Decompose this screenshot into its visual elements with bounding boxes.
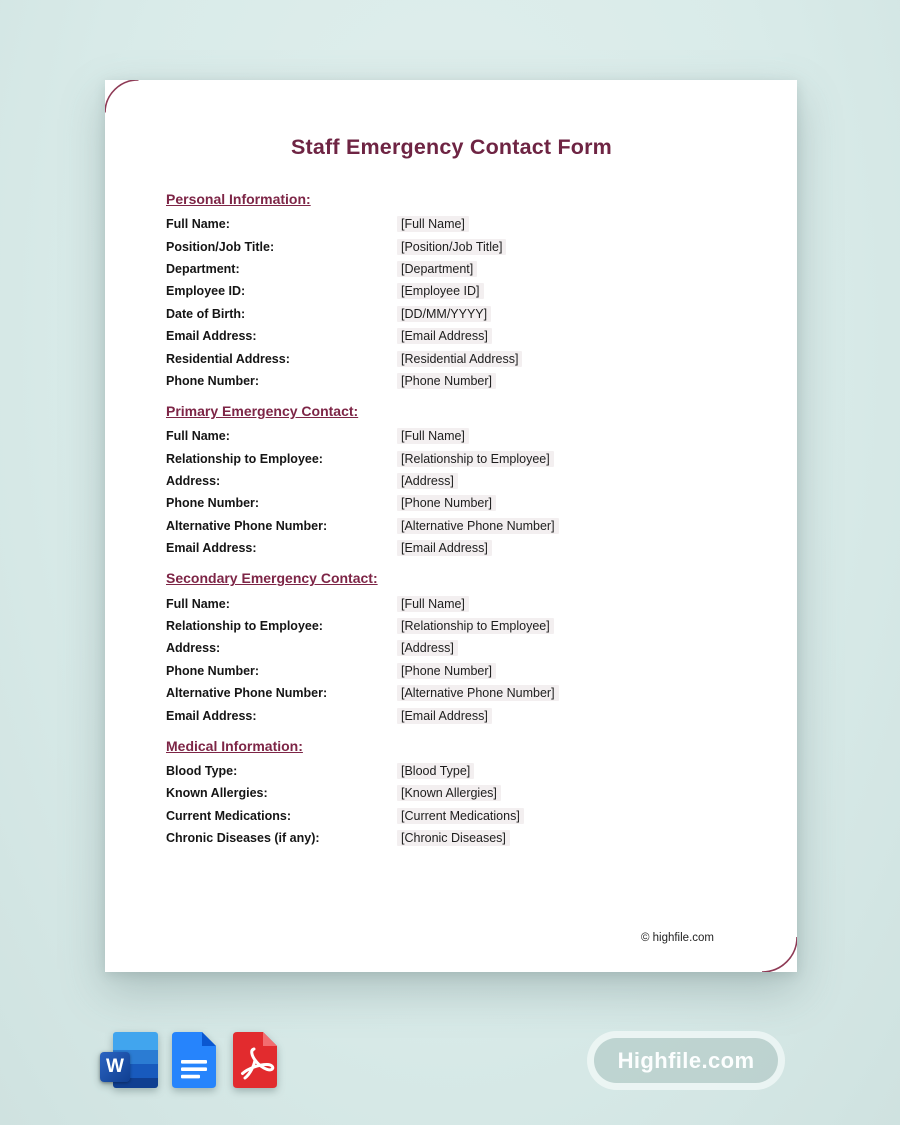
pdf-icon[interactable] bbox=[233, 1032, 277, 1088]
form-row bbox=[166, 213, 737, 235]
field-placeholder: [Known Allergies] bbox=[397, 785, 501, 801]
field-label: Phone Number: bbox=[166, 663, 260, 678]
copyright-text: © highfile.com bbox=[640, 932, 714, 944]
document-page bbox=[105, 80, 797, 972]
field-placeholder: [Alternative Phone Number] bbox=[397, 685, 559, 701]
field-placeholder: [Current Medications] bbox=[397, 808, 524, 824]
field-label: Relationship to Employee: bbox=[166, 451, 323, 466]
field-label: Chronic Diseases (if any): bbox=[166, 831, 320, 846]
section-secondary-emergency-contact bbox=[166, 569, 737, 726]
field-label: Blood Type: bbox=[166, 764, 238, 778]
field-label: Phone Number: bbox=[166, 373, 260, 388]
form-row bbox=[166, 660, 737, 682]
field-label: Email Address: bbox=[166, 708, 257, 723]
ms-word-icon[interactable] bbox=[100, 1032, 158, 1088]
field-label: Alternative Phone Number: bbox=[166, 518, 328, 533]
field-placeholder: [Relationship to Employee] bbox=[397, 451, 554, 467]
form-row bbox=[166, 258, 737, 280]
field-label: Address: bbox=[166, 641, 221, 656]
field-label: Address: bbox=[166, 474, 221, 489]
form-row bbox=[166, 827, 737, 849]
form-row bbox=[166, 325, 737, 347]
form-row bbox=[166, 235, 737, 257]
field-placeholder: [Phone Number] bbox=[397, 495, 496, 511]
field-placeholder: [Alternative Phone Number] bbox=[397, 518, 559, 534]
field-label: Full Name: bbox=[166, 596, 230, 611]
field-label: Email Address: bbox=[166, 329, 257, 344]
field-placeholder: [Phone Number] bbox=[397, 373, 496, 389]
field-label: Position/Job Title: bbox=[166, 239, 275, 254]
field-label: Date of Birth: bbox=[166, 306, 246, 321]
form-row bbox=[166, 782, 737, 804]
section-heading: Personal Information: bbox=[166, 191, 311, 207]
form-row bbox=[166, 682, 737, 704]
form-row bbox=[166, 537, 737, 559]
field-label: Alternative Phone Number: bbox=[166, 686, 328, 701]
field-placeholder: [Email Address] bbox=[397, 540, 492, 556]
field-placeholder: [Department] bbox=[397, 261, 477, 277]
field-label: Email Address: bbox=[166, 541, 257, 556]
field-placeholder: [Address] bbox=[397, 473, 458, 489]
google-docs-icon[interactable] bbox=[172, 1032, 216, 1088]
corner-arc-decoration bbox=[757, 932, 797, 972]
form-row bbox=[166, 760, 737, 782]
field-placeholder: [Email Address] bbox=[397, 328, 492, 344]
corner-arc-decoration bbox=[105, 80, 145, 120]
form-row bbox=[166, 515, 737, 537]
field-label: Relationship to Employee: bbox=[166, 619, 323, 634]
form-row bbox=[166, 303, 737, 325]
form-row bbox=[166, 805, 737, 827]
section-heading: Primary Emergency Contact: bbox=[166, 403, 359, 420]
field-label: Current Medications: bbox=[166, 808, 292, 823]
form-row bbox=[166, 425, 737, 447]
section-heading: Secondary Emergency Contact: bbox=[166, 570, 378, 587]
field-placeholder: [Blood Type] bbox=[397, 763, 474, 779]
form-row bbox=[166, 615, 737, 637]
document-body bbox=[105, 80, 797, 849]
field-placeholder: [Full Name] bbox=[397, 216, 469, 232]
form-row bbox=[166, 492, 737, 514]
field-placeholder: [Full Name] bbox=[397, 596, 469, 612]
highfile-watermark: Highfile.com bbox=[594, 1038, 778, 1083]
field-placeholder: [Email Address] bbox=[397, 708, 492, 724]
form-title: Staff Emergency Contact Form bbox=[291, 135, 612, 159]
field-label: Phone Number: bbox=[166, 496, 260, 511]
form-row bbox=[166, 592, 737, 614]
form-row bbox=[166, 470, 737, 492]
field-placeholder: [DD/MM/YYYY] bbox=[397, 306, 491, 322]
section-heading: Medical Information: bbox=[166, 737, 303, 754]
field-placeholder: [Full Name] bbox=[397, 428, 469, 444]
field-label: Residential Address: bbox=[166, 351, 290, 366]
form-row bbox=[166, 347, 737, 369]
field-placeholder: [Relationship to Employee] bbox=[397, 618, 554, 634]
form-row bbox=[166, 280, 737, 302]
form-row bbox=[166, 370, 737, 392]
word-letter-badge: W bbox=[100, 1052, 130, 1082]
field-label: Department: bbox=[166, 261, 240, 276]
section-personal-information bbox=[166, 190, 737, 392]
field-label: Known Allergies: bbox=[166, 786, 268, 801]
field-placeholder: [Chronic Diseases] bbox=[397, 830, 510, 846]
field-placeholder: [Position/Job Title] bbox=[397, 239, 506, 255]
form-row bbox=[166, 637, 737, 659]
field-label: Employee ID: bbox=[166, 284, 246, 299]
field-placeholder: [Address] bbox=[397, 640, 458, 656]
form-row bbox=[166, 448, 737, 470]
section-medical-information bbox=[166, 737, 737, 850]
field-placeholder: [Residential Address] bbox=[397, 351, 522, 367]
form-row bbox=[166, 704, 737, 726]
field-label: Full Name: bbox=[166, 217, 230, 232]
field-placeholder: [Phone Number] bbox=[397, 663, 496, 679]
field-label: Full Name: bbox=[166, 429, 230, 444]
section-primary-emergency-contact bbox=[166, 402, 737, 559]
field-placeholder: [Employee ID] bbox=[397, 283, 484, 299]
